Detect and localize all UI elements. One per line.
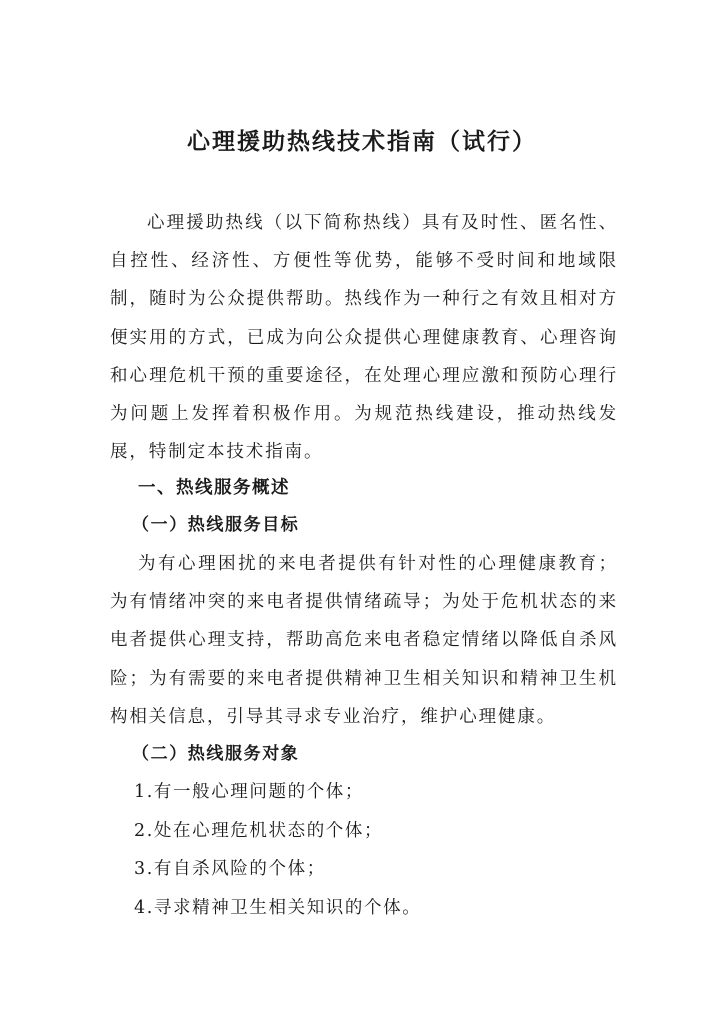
service-targets-list <box>134 773 421 927</box>
subsection-heading-goals: （一）热线服务目标 <box>132 515 300 535</box>
list-item: 3.有自杀风险的个体； <box>134 859 326 879</box>
goals-paragraph: 为有心理困扰的来电者提供有针对性的心理健康教育；为有情绪冲突的来电者提供情绪疏导；为处于危机状态的来电者提供心理支持，帮助高危来电者稳定情绪以降低自杀风险；为有需要的来电者提供精神卫生相关知识和精神卫生机构相关信息，引导其寻求专业治疗，维护心理健康。 <box>110 554 618 727</box>
document-title: 心理援助热线技术指南（试行） <box>187 129 537 155</box>
list-item: 4.寻求精神卫生相关知识的个体。 <box>134 897 422 918</box>
intro-paragraph: 心理援助热线（以下简称热线）具有及时性、匿名性、自控性、经济性、方便性等优势，能够不受时间和地域限制，随时为公众提供帮助。热线作为一种行之有效且相对方便实用的方式，已成为向公众提供心理健康教育、心理咨询和心理危机干预的重要途径，在处理心理应激和预防心理行为问题上发挥着积极作用。为规范热线建设，推动热线发展，特制定本技术指南。 <box>110 213 618 463</box>
list-item: 1.有一般心理问题的个体； <box>134 782 364 802</box>
list-item: 2.处在心理危机状态的个体； <box>134 820 384 841</box>
subsection-heading-targets: （二）热线服务对象 <box>132 744 300 764</box>
section-heading-overview: 一、热线服务概述 <box>138 478 290 498</box>
